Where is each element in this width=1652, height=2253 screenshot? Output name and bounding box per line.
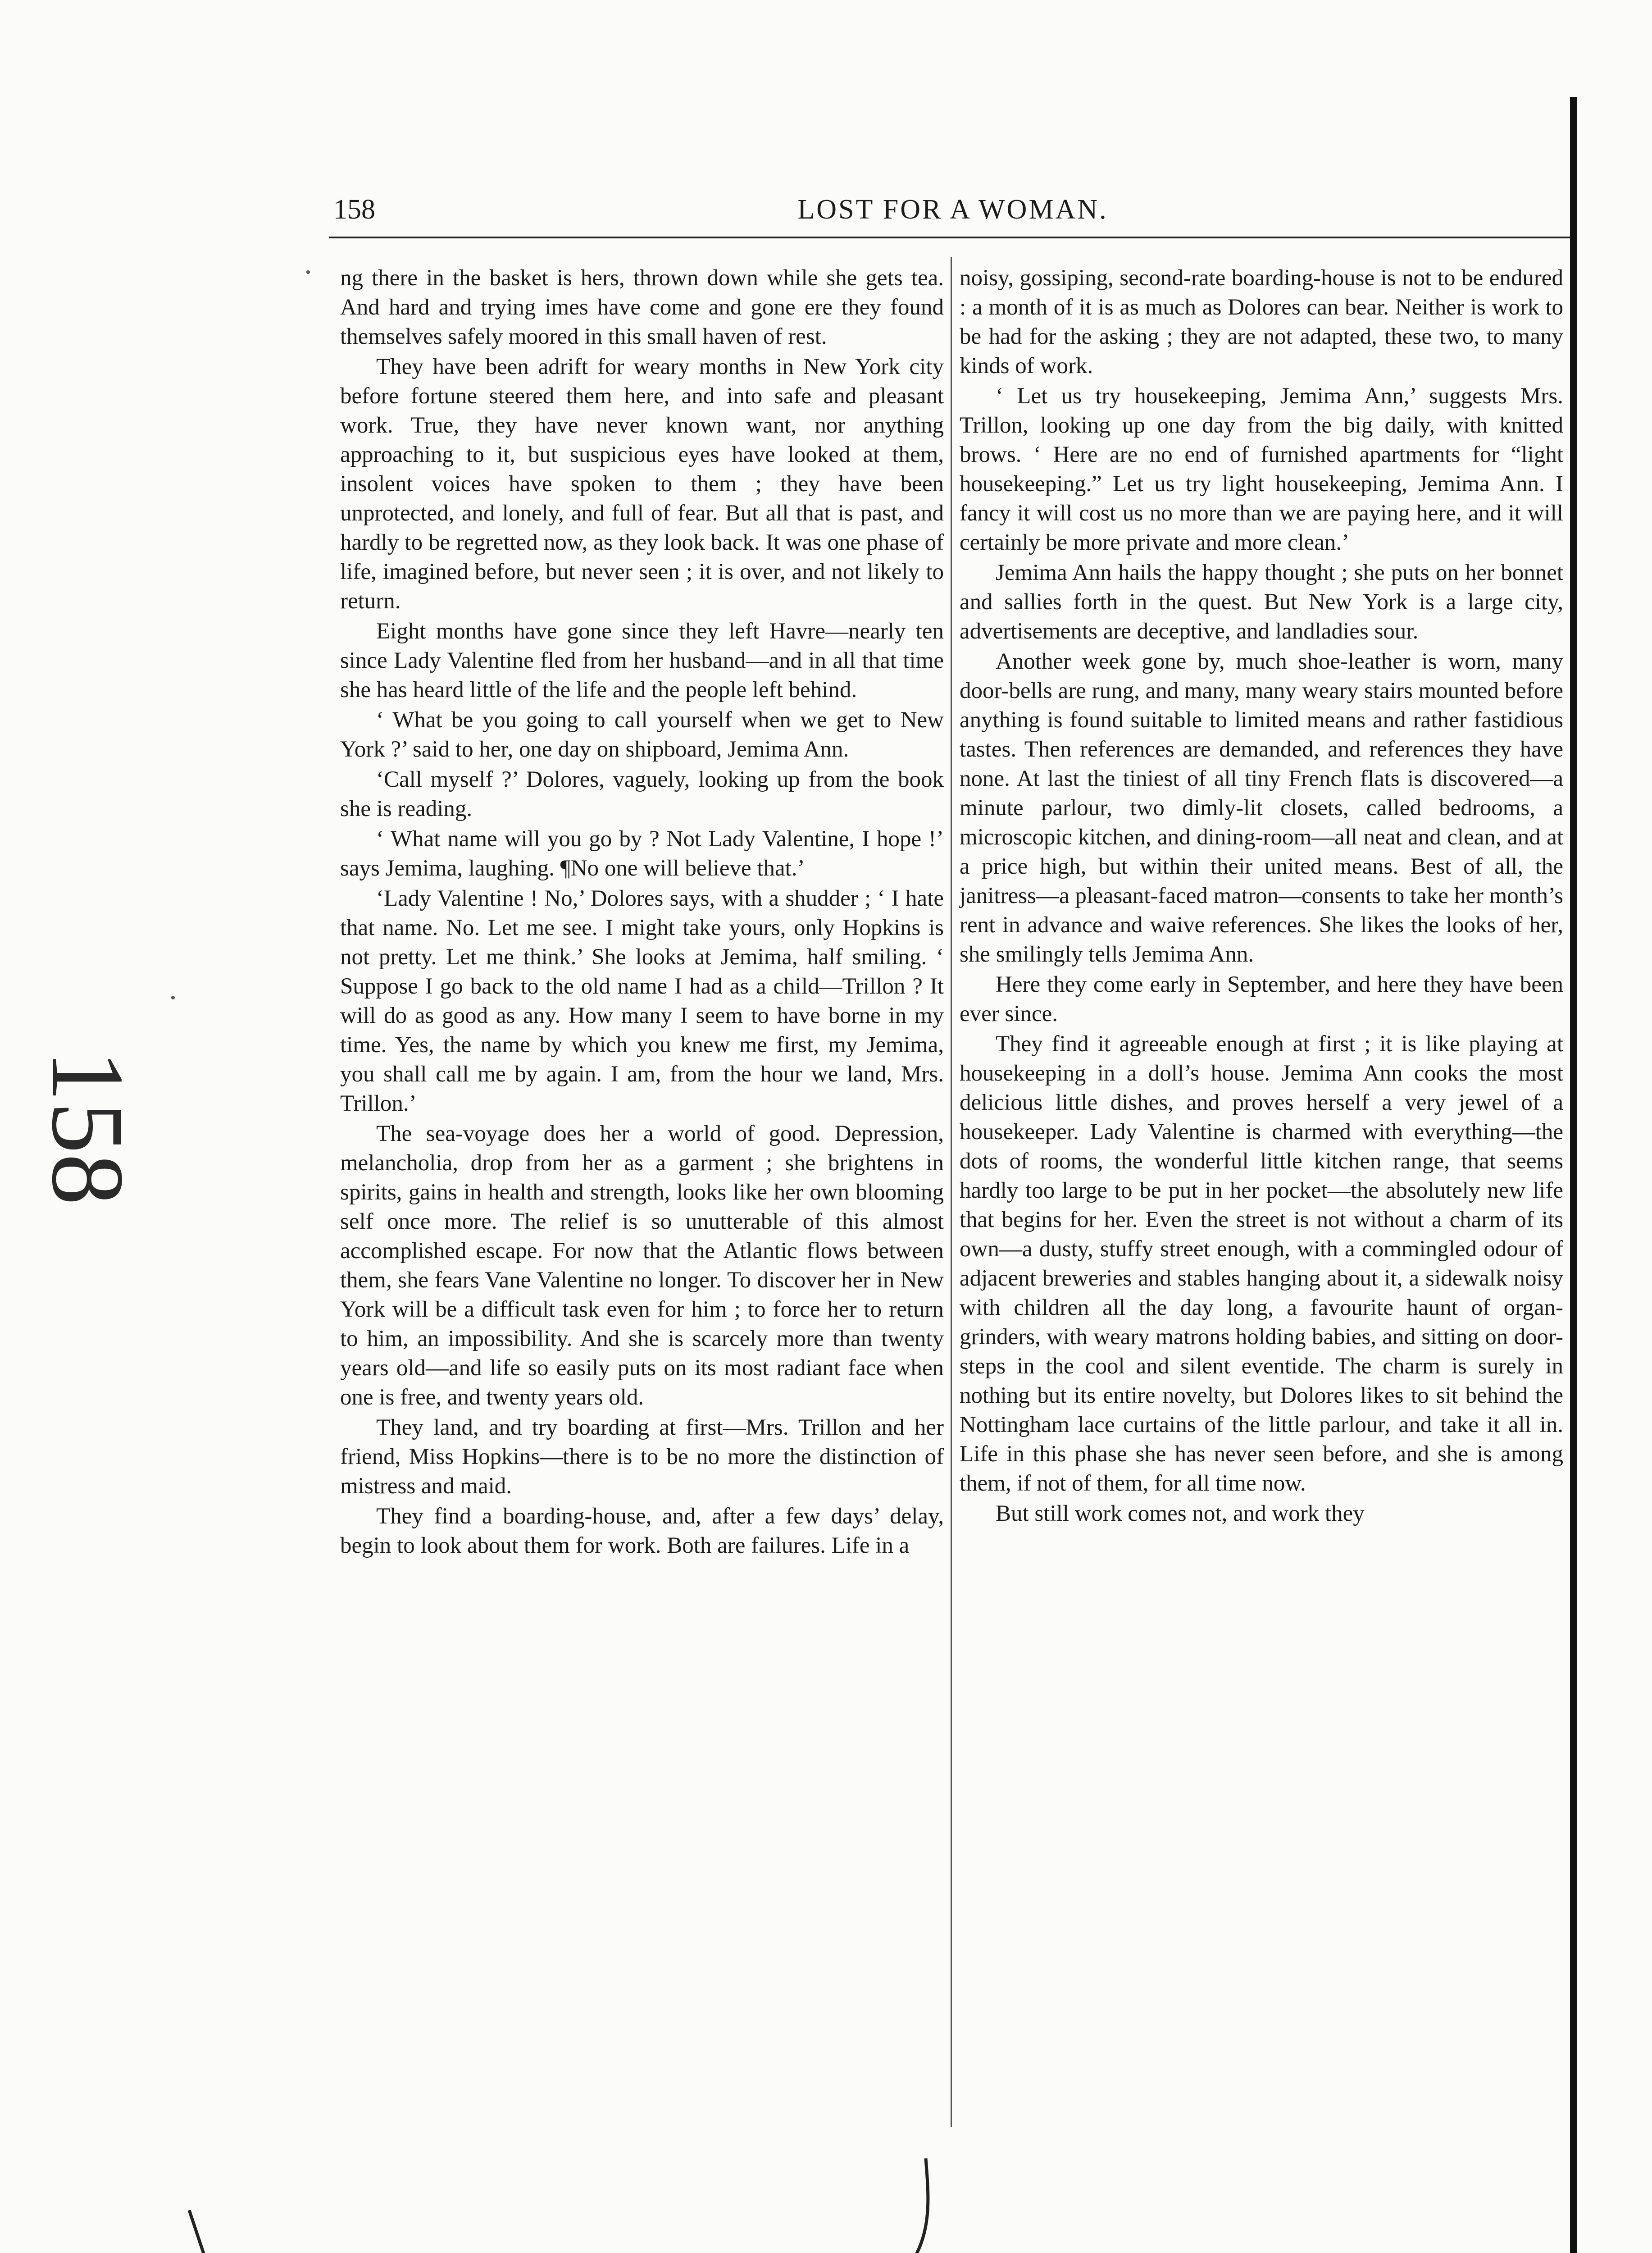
left-column: [340, 264, 944, 1561]
paragraph: But still work comes not, and work they: [996, 1501, 1365, 1526]
page-edge-bar: [1570, 97, 1577, 2253]
page-header: [333, 194, 1572, 225]
paragraph: ‘ Let us try housekeeping, Jemima Ann,’ suggests Mrs. Trillon, looking up one day from the big daily, with knitted brows. ‘ Here are no end of furnished apartments for “light housekeeping.” Let us try light housekeeping, Jemima Ann. I fancy it will cost us no more than we are paying here, and it will certainly be more private and more clean.’: [960, 383, 1563, 555]
paragraph: ng there in the basket is hers, thrown down while she gets tea. And hard and trying imes have come and gone ere they found themselves safely moored in this small haven of rest.: [340, 265, 944, 349]
paragraph: They land, and try boarding at first—Mrs. Trillon and her friend, Miss Hopkins—there is to be no more the distinction of mistress and maid.: [340, 1415, 944, 1499]
right-column: [960, 264, 1563, 1529]
paragraph: They find it agreeable enough at first ; it is like playing at housekeeping in a doll’s house. Jemima Ann cooks the most delicious little dishes, and proves herself a very jewel of a housekeeper. Lady Valentine is charmed with everything—the dots of rooms, the wonderful little kitchen range, that seems hardly too large to be put in her pocket—the absolutely new life that begins for her. Even the street is not without a charm of its own—a dusty, stuffy street enough, with a commingled odour of adjacent breweries and stables hanging about it, a sidewalk noisy with children all the day long, a favourite haunt of organ-grinders, with weary matrons holding babies, and sitting on door-steps in the cool and silent eventide. The charm is surely in nothing but its entire novelty, but Dolores likes to sit behind the Nottingham lace curtains of the little parlour, and take it all in. Life in this phase she has never seen before, and she is among them, if not of them, for all time now.: [960, 1031, 1563, 1496]
margin-stamp: 158: [31, 1050, 146, 1205]
page-number: 158: [333, 194, 375, 225]
paragraph: ‘ What be you going to call yourself when we get to New York ?’ said to her, one day on shipboard, Jemima Ann.: [340, 707, 944, 762]
paragraph: ‘ What name will you go by ? Not Lady Valentine, I hope !’ says Jemima, laughing. ¶No one will believe that.’: [340, 826, 944, 881]
paragraph: Eight months have gone since they left Havre—nearly ten since Lady Valentine fled from her husband—and in all that time she has heard little of the life and the people left behind.: [340, 619, 944, 702]
paragraph: ‘Lady Valentine ! No,’ Dolores says, with a shudder ; ‘ I hate that name. No. Let me see. I might take yours, only Hopkins is not pretty. Let me think.’ She looks at Jemima, half smiling. ‘ Suppose I go back to the old name I had as a child—Trillon ? It will do as good as any. How many I seem to have borne in my time. Yes, the name by which you knew me first, my Jemima, you shall call me by again. I am, from the hour we land, Mrs. Trillon.’: [340, 886, 944, 1116]
paragraph: noisy, gossiping, second-rate boarding-house is not to be endured : a month of it is as much as Dolores can bear. Neither is work to be had for the asking ; they are not adapted, these two, to many kinds of work.: [960, 265, 1563, 379]
ink-speck: [171, 996, 175, 999]
running-title: LOST FOR A WOMAN.: [797, 194, 1108, 225]
paragraph: They have been adrift for weary months in New York city before fortune steered them here, and into safe and pleasant work. True, they have never known want, nor anything approaching to it, but suspicious eyes have looked at them, insolent voices have spoken to them ; they have been unprotected, and lonely, and full of fear. But all that is past, and hardly to be regretted now, as they look back. It was one phase of life, imagined before, but never seen ; it is over, and not likely to return.: [340, 354, 944, 614]
paragraph: ‘Call myself ?’ Dolores, vaguely, looking up from the book she is reading.: [340, 767, 944, 821]
pen-stroke-mark: [883, 2154, 942, 2253]
paragraph: Here they come early in September, and here they have been ever since.: [960, 972, 1563, 1026]
paragraph: Another week gone by, much shoe-leather is worn, many door-bells are rung, and many, many weary stairs mounted before anything is found suitable to limited means and rather fastidious tastes. Then references are demanded, and references they have none. At last the tiniest of all tiny French flats is discovered—a minute parlour, two dimly-lit closets, called bedrooms, a microscopic kitchen, and dining-room—all neat and clean, and at a price high, but within their united means. Best of all, the janitress—a pleasant-faced matron—consents to take her month’s rent in advance and waive references. She likes the looks of her, she smilingly tells Jemima Ann.: [960, 649, 1563, 967]
paragraph: They find a boarding-house, and, after a few days’ delay, begin to look about them for work. Both are failures. Life in a: [340, 1504, 944, 1558]
paragraph: Jemima Ann hails the happy thought ; she puts on her bonnet and sallies forth in the quest. But New York is a large city, advertisements are deceptive, and landladies sour.: [960, 560, 1563, 644]
pen-stroke-mark: [185, 2208, 212, 2253]
ink-speck: [306, 270, 310, 274]
column-divider: [951, 257, 952, 2127]
paragraph: The sea-voyage does her a world of good. Depression, melancholia, drop from her as a garment ; she brightens in spirits, gains in health and strength, looks like her own blooming self once more. The relief is so unutterable of this almost accomplished escape. For now that the Atlantic flows between them, she fears Vane Valentine no longer. To discover her in New York will be a difficult task even for him ; to force her to return to him, an impossibility. And she is scarcely more than twenty years old—and life so easily puts on its most radiant face when one is free, and twenty years old.: [340, 1121, 944, 1410]
header-rule: [329, 237, 1577, 238]
